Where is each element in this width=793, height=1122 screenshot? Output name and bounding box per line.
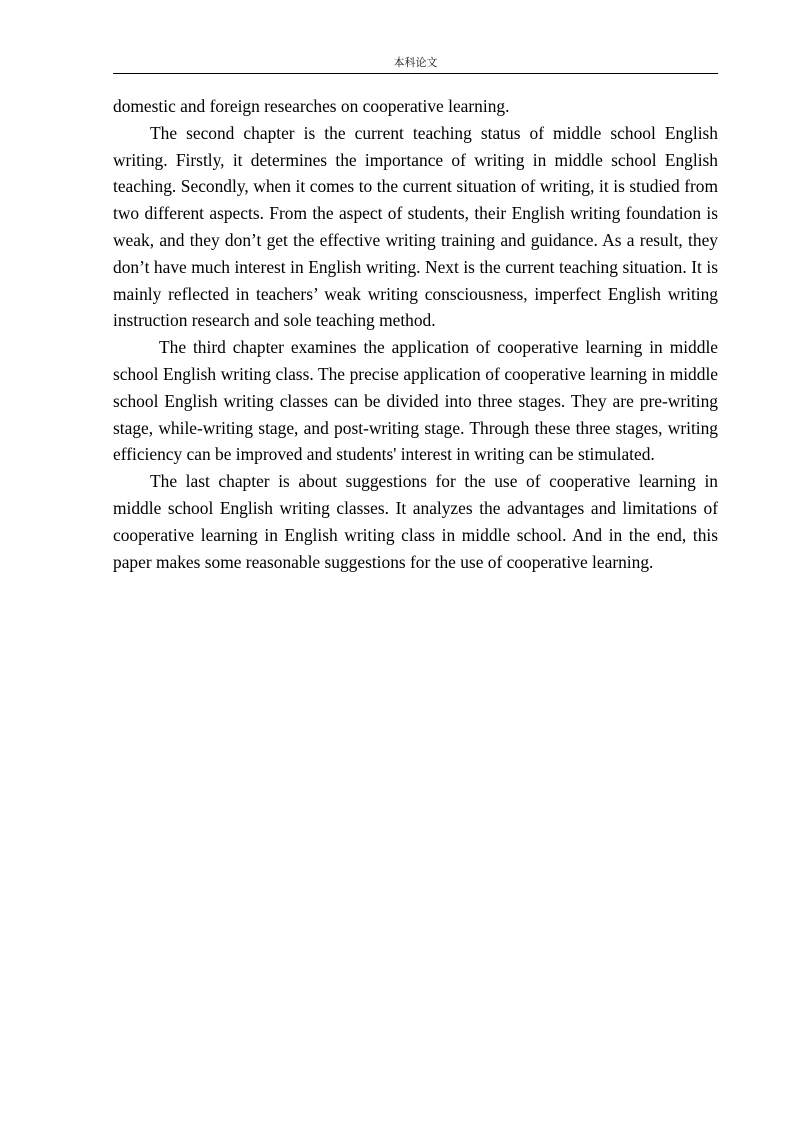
paragraph-third-chapter: The third chapter examines the application of cooperative learning in middle school English writing class. The precise application of cooperative learning in middle school English writing classes can be divided into three stages. They are pre-writing stage, while-writing stage, and post-writing stage. Through these three stages, writing efficiency can be improved and students' interest in writing can be stimulated.: [113, 337, 718, 465]
paragraph-second-chapter: The second chapter is the current teaching status of middle school English writing. Firstly, it determines the importance of writing in middle school English teaching. Secondly, when it comes to the current situation of writing, it is studied from two different aspects. From the aspect of students, their English writing foundation is weak, and they don’t get the effective writing training and guidance. As a result, they don’t have much interest in English writing. Next is the current teaching situation. It is mainly reflected in teachers’ weak writing consciousness, imperfect English writing instruction research and sole teaching method.: [113, 122, 718, 331]
body-text: [113, 93, 718, 575]
paragraph-last-chapter: The last chapter is about suggestions for the use of cooperative learning in middle school English writing classes. It analyzes the advantages and limitations of cooperative learning in English writing class in middle school. And in the end, this paper makes some reasonable suggestions for the use of cooperative learning.: [113, 471, 718, 572]
header-rule: [113, 73, 718, 74]
paragraph-continued: domestic and foreign researches on cooperative learning.: [113, 96, 510, 116]
running-header: 本科论文: [393, 56, 438, 69]
